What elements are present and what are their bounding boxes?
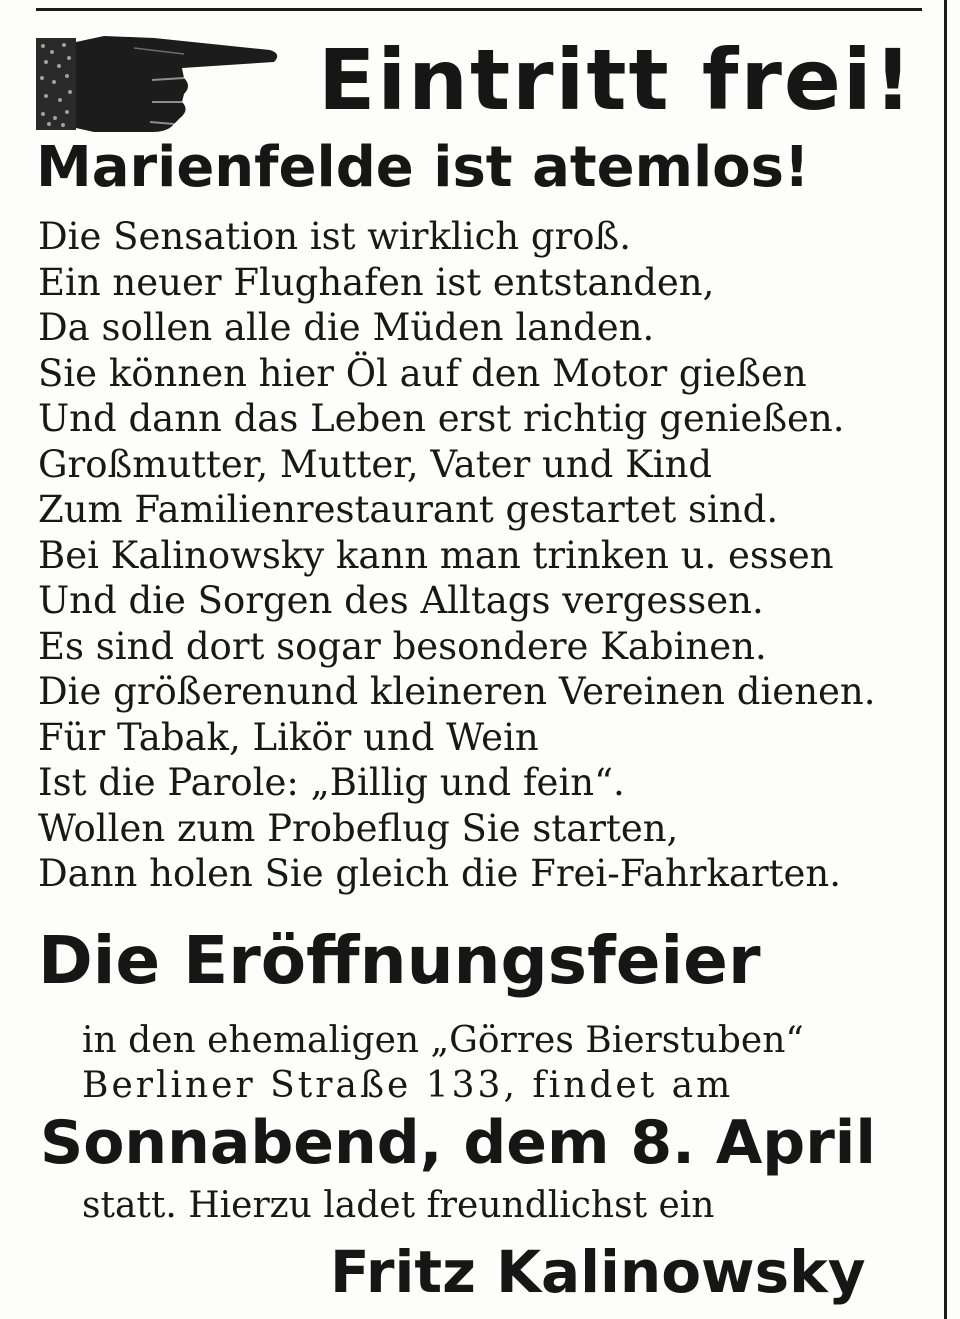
signature-name: Fritz Kalinowsky xyxy=(330,1238,866,1306)
invitation-line: statt. Hierzu ladet freundlichst ein xyxy=(82,1185,715,1226)
poem-line: Ist die Parole: „Billig und fein“. xyxy=(38,761,625,804)
poem-line: Es sind dort sogar besondere Kabinen. xyxy=(38,624,767,668)
poem-line: Großmutter, Mutter, Vater und Kind xyxy=(38,442,713,486)
poem xyxy=(38,214,938,897)
headline-eintritt-frei: Eintritt frei! xyxy=(318,31,914,129)
poem-line: Wollen zum Probeflug Sie starten, xyxy=(38,806,679,850)
headline-marienfelde: Marienfelde ist atemlos! xyxy=(36,135,810,200)
poem-line: Ein neuer Flughafen ist entstanden, xyxy=(38,260,715,304)
poem-line: Sie können hier Öl auf den Motor gießen xyxy=(38,351,807,395)
poem-line: Da sollen alle die Müden landen. xyxy=(38,306,655,349)
poem-line: Dann holen Sie gleich die Frei-Fahrkarten. xyxy=(38,852,841,895)
poem-line: Bei Kalinowsky kann man trinken u. essen xyxy=(38,533,834,577)
poem-line: Die größerenund kleineren Vereinen dienen. xyxy=(38,670,876,713)
poem-line: Und die Sorgen des Alltags vergessen. xyxy=(38,579,764,622)
event-date: Sonnabend, dem 8. April xyxy=(40,1108,876,1178)
opening-ceremony-title: Die Eröffnungsfeier xyxy=(38,922,761,999)
pointing-hand-icon xyxy=(34,28,284,138)
poem-line: Für Tabak, Likör und Wein xyxy=(38,715,539,759)
poem-line: Zum Familienrestaurant gestartet sind. xyxy=(38,488,779,531)
venue-line-2: Berliner Straße 133, findet am xyxy=(82,1065,734,1106)
right-column-rule xyxy=(944,0,947,1319)
venue-line-1: in den ehemaligen „Görres Bierstuben“ xyxy=(82,1020,804,1061)
poem-line: Die Sensation ist wirklich groß. xyxy=(38,215,632,258)
poem-line: Und dann das Leben erst richtig genießen. xyxy=(38,397,845,440)
top-rule xyxy=(36,8,922,11)
